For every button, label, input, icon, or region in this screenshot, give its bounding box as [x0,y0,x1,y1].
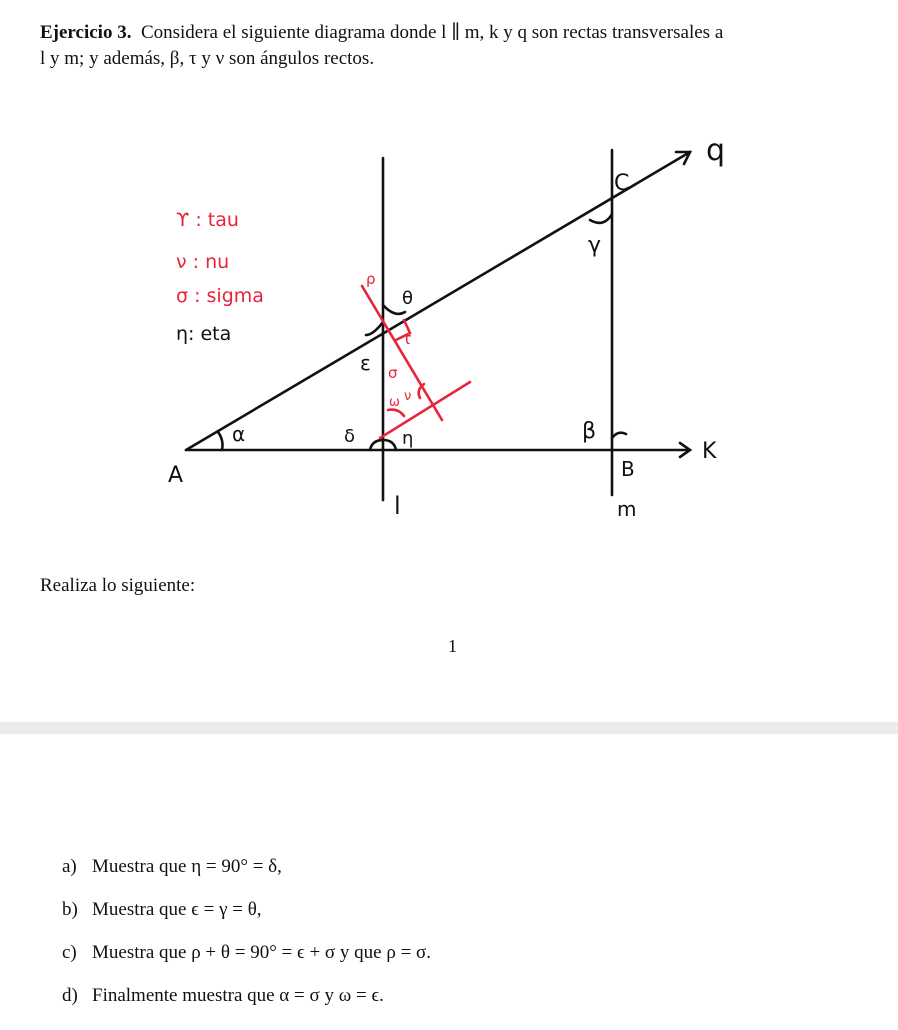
statement-line-2: l y m; y además, β, τ y ν son ángulos rectos. [40,48,375,69]
task-item-c [62,940,431,966]
exercise-title: Ejercicio 3. [40,22,132,43]
label-B: B [621,457,635,481]
label-A: A [168,463,184,488]
task-text: Muestra que ρ + θ = 90° = ϵ + σ y que ρ = σ. [92,942,432,963]
label-theta: θ [402,288,414,309]
task-list [62,854,431,1026]
label-q: q [706,140,726,168]
label-epsilon: ε [360,351,371,375]
instruction-text: Realiza lo siguiente: [40,575,196,596]
page-separator [0,722,898,734]
angle-epsilon-arc [366,322,383,335]
task-label: c) [62,942,77,963]
label-beta: β [582,419,597,444]
task-item-b [62,897,431,923]
label-m: m [617,497,637,521]
angle-alpha-arc [218,432,223,450]
task-text: Muestra que η = 90° = δ, [92,856,282,877]
legend-tau: ϒ : tau [176,209,239,231]
label-alpha: α [232,422,246,446]
legend-nu: ν : nu [176,251,230,273]
angle-omega-arc [388,410,404,416]
label-gamma: γ [588,233,602,258]
problem-statement [40,20,880,72]
label-eta: η [402,428,414,449]
task-item-d [62,983,431,1009]
page-2 [0,734,898,1030]
label-tau: τ [402,329,412,348]
angle-gamma-arc [590,214,612,223]
statement-line-1: Considera el siguiente diagrama donde l ∥ m, k y q son rectas transversales a [140,22,724,43]
label-rho: ρ [366,270,376,288]
task-item-a [62,854,431,880]
label-C: C [614,171,630,196]
legend-sigma: σ : sigma [176,285,264,307]
task-label: b) [62,899,78,920]
legend-eta: η: eta [176,323,232,345]
task-label: d) [62,985,78,1006]
label-delta: δ [344,426,356,447]
label-nu: ν [404,389,412,404]
angle-beta-arc [612,433,626,438]
task-text: Finalmente muestra que α = σ y ω = ϵ. [92,985,384,1006]
task-label: a) [62,856,77,877]
label-omega: ω [389,395,400,410]
task-text: Muestra que ϵ = γ = θ, [92,899,262,920]
label-sigma: σ [388,364,398,382]
label-l: l [394,492,401,520]
page-number: 1 [448,636,457,656]
label-K: K [702,439,717,464]
geometry-diagram [150,140,750,540]
